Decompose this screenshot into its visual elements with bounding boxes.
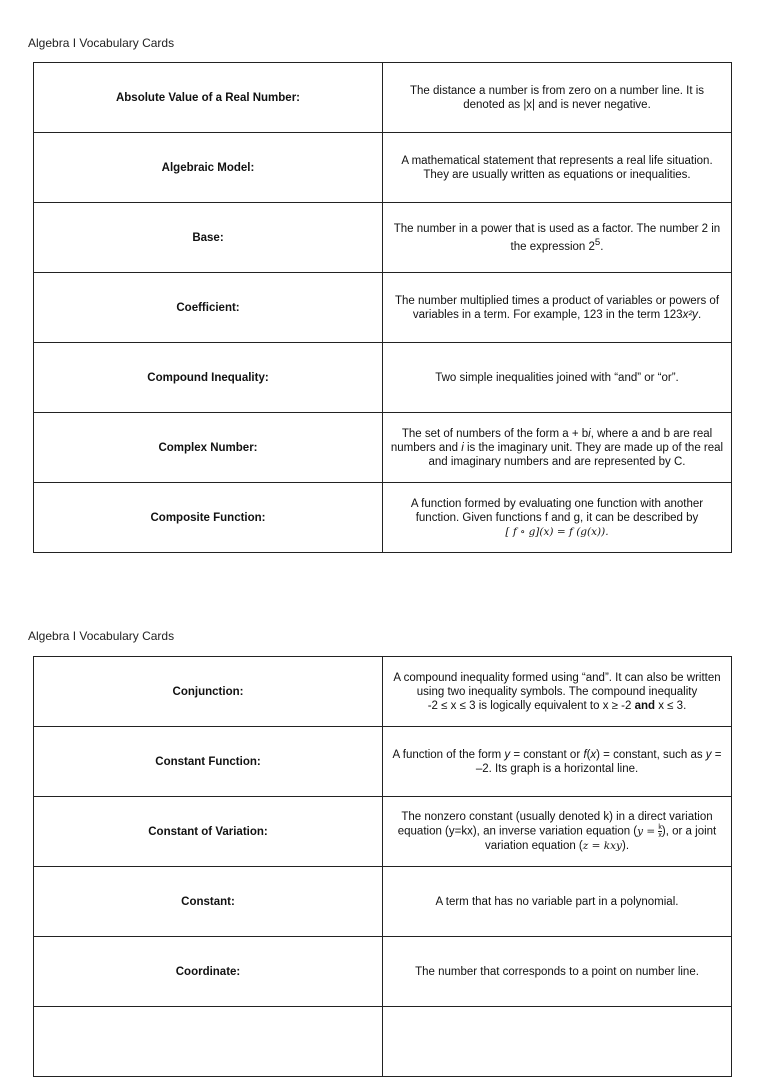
- vocab-table: [33, 62, 732, 553]
- term-cell: Coefficient:: [34, 273, 383, 343]
- term-cell: Constant of Variation:: [34, 797, 383, 867]
- formula: [ f ∘ g](x) = f (g(x)).: [505, 525, 609, 538]
- term-cell: Constant:: [34, 867, 383, 937]
- table-row: [34, 1007, 732, 1077]
- term-cell: Complex Number:: [34, 413, 383, 483]
- table-row: [34, 867, 732, 937]
- vocab-table: [33, 656, 732, 1077]
- definition-cell: The nonzero constant (usually denoted k) in a direct variation equation (y=kx), an inverse variation equation (y = $\frac{k}{x}$ ), or a joint variation equation (z = kxy).: [383, 797, 732, 867]
- definition-cell: [383, 1007, 732, 1077]
- table-row: [34, 203, 732, 273]
- term-cell: Compound Inequality:: [34, 343, 383, 413]
- table-row: [34, 343, 732, 413]
- table-row: [34, 937, 732, 1007]
- section-title: Algebra I Vocabulary Cards: [28, 36, 175, 50]
- definition-cell: A compound inequality formed using “and”. It can also be written using two inequality symbols. The compound inequality -2 ≤ x ≤ 3 is logically equivalent to x ≥ -2 and x ≤ 3.: [383, 657, 732, 727]
- table-row: [34, 657, 732, 727]
- table-row: [34, 273, 732, 343]
- section-title: Algebra I Vocabulary Cards: [28, 629, 175, 643]
- definition-cell: The number in a power that is used as a factor. The number 2 in the expression $2^5$.: [383, 203, 732, 273]
- term-cell: Base:: [34, 203, 383, 273]
- table-row: [34, 413, 732, 483]
- definition-cell: A function formed by evaluating one function with another function. Given functions f and g, it can be described by [ f ∘ g](x) = f (g(x)).: [383, 483, 732, 553]
- definition-cell: A term that has no variable part in a polynomial.: [383, 867, 732, 937]
- term-cell: Composite Function:: [34, 483, 383, 553]
- definition-cell: A mathematical statement that represents a real life situation. They are usually written as equations or inequalities.: [383, 133, 732, 203]
- term-cell: Absolute Value of a Real Number:: [34, 63, 383, 133]
- term-cell: Algebraic Model:: [34, 133, 383, 203]
- definition-cell: A function of the form y = constant or f(x) = constant, such as y = –2. Its graph is a horizontal line.: [383, 727, 732, 797]
- term-cell: Coordinate:: [34, 937, 383, 1007]
- fraction: $\frac{k}{x}$: [658, 824, 662, 839]
- definition-cell: The distance a number is from zero on a number line. It is denoted as |x| and is never negative.: [383, 63, 732, 133]
- definition-cell: The number that corresponds to a point on number line.: [383, 937, 732, 1007]
- term-cell: Conjunction:: [34, 657, 383, 727]
- term-cell: Constant Function:: [34, 727, 383, 797]
- definition-cell: Two simple inequalities joined with “and” or “or”.: [383, 343, 732, 413]
- table-row: [34, 133, 732, 203]
- table-row: [34, 727, 732, 797]
- table-row: [34, 797, 732, 867]
- definition-cell: The number multiplied times a product of variables or powers of variables in a term. For example, 123 in the term 123x²y.: [383, 273, 732, 343]
- term-cell: [34, 1007, 383, 1077]
- table-row: [34, 483, 732, 553]
- definition-cell: The set of numbers of the form a + bi, where a and b are real numbers and i is the imaginary unit. They are made up of the real and imaginary numbers and are represented by C.: [383, 413, 732, 483]
- table-row: [34, 63, 732, 133]
